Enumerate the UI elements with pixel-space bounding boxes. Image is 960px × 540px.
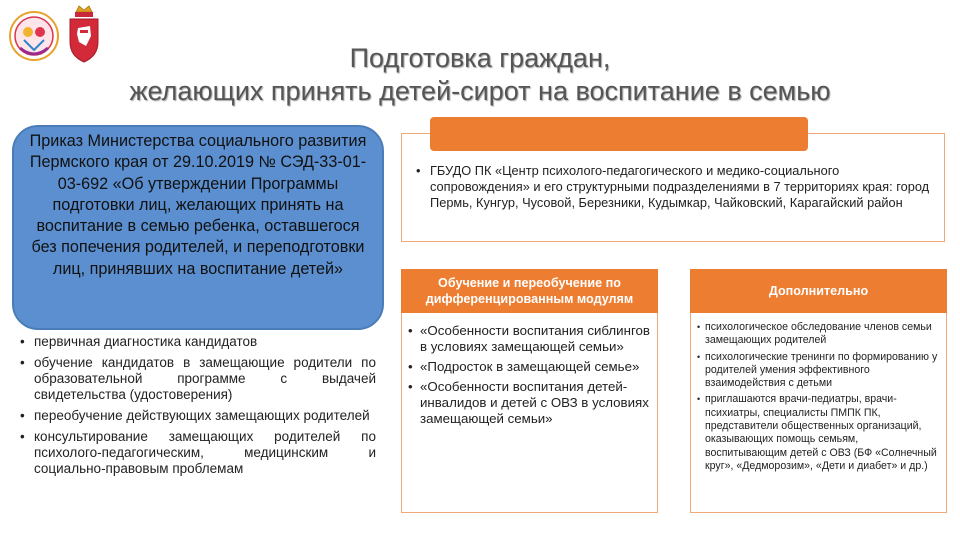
list-item: • переобучение действующих замещающих родителей <box>20 408 376 424</box>
title-line-1: Подготовка граждан, <box>349 43 611 73</box>
list-item: • приглашаются врачи-педиатры, врачи-психиатры, специалисты ПМПК ПК, представители общественных организаций, оказывающих помощь семьям, воспитывающим детей с ОВЗ (БФ «Солнечный круг», «Дедморозим», «Дети и диабет» и др.) <box>697 393 942 473</box>
additional-list <box>697 321 942 476</box>
additional-header: Дополнительно <box>690 269 947 313</box>
list-item: • «Особенности воспитания детей-инвалидов и детей с ОВЗ в условиях замещающей семьи» <box>408 379 653 427</box>
order-text: Приказ Министерства социального развития Пермского края от 29.10.2019 № СЭД-33-01-03-692 «Об утверждении Программы подготовки лиц, желающих принять на воспитание в семью ребенка, оставшегося без попечения родителей, и переподготовки лиц, принявших на воспитание детей» <box>29 132 367 278</box>
gbudo-description: ГБУДО ПК «Центр психолого-педагогического и медико-социального сопровождения» и его структурными подразделениями в 7 территориях края: город Пермь, Кунгур, Чусовой, Березники, Кудымкар, Чайковский, Карагайский район <box>430 163 930 210</box>
page-title <box>40 42 920 108</box>
gbudo-text <box>416 163 930 211</box>
list-item: • «Особенности воспитания сиблингов в условиях замещающей семьи» <box>408 323 653 355</box>
gbudo-header-bar <box>430 117 808 151</box>
list-item: • психологическое обследование членов семьи замещающих родителей <box>697 321 942 348</box>
training-list <box>408 323 653 431</box>
list-item: • психологические тренинги по формированию у родителей умения эффективного взаимодействия с детьми <box>697 351 942 391</box>
title-line-2: желающих принять детей-сирот на воспитание в семью <box>129 76 831 106</box>
list-item: • первичная диагностика кандидатов <box>20 334 376 350</box>
list-item: • консультирование замещающих родителей по психолого-педагогическим, медицинским и социально-правовым проблемам <box>20 429 376 477</box>
list-item: • обучение кандидатов в замещающие родители по образовательной программе с выдачей свидетельства (удостоверения) <box>20 355 376 403</box>
training-header: Обучение и переобучение по дифференцированным модулям <box>401 269 658 313</box>
activity-list <box>20 334 376 482</box>
list-item: • «Подросток в замещающей семье» <box>408 359 653 375</box>
bullet-icon: • <box>416 163 421 178</box>
